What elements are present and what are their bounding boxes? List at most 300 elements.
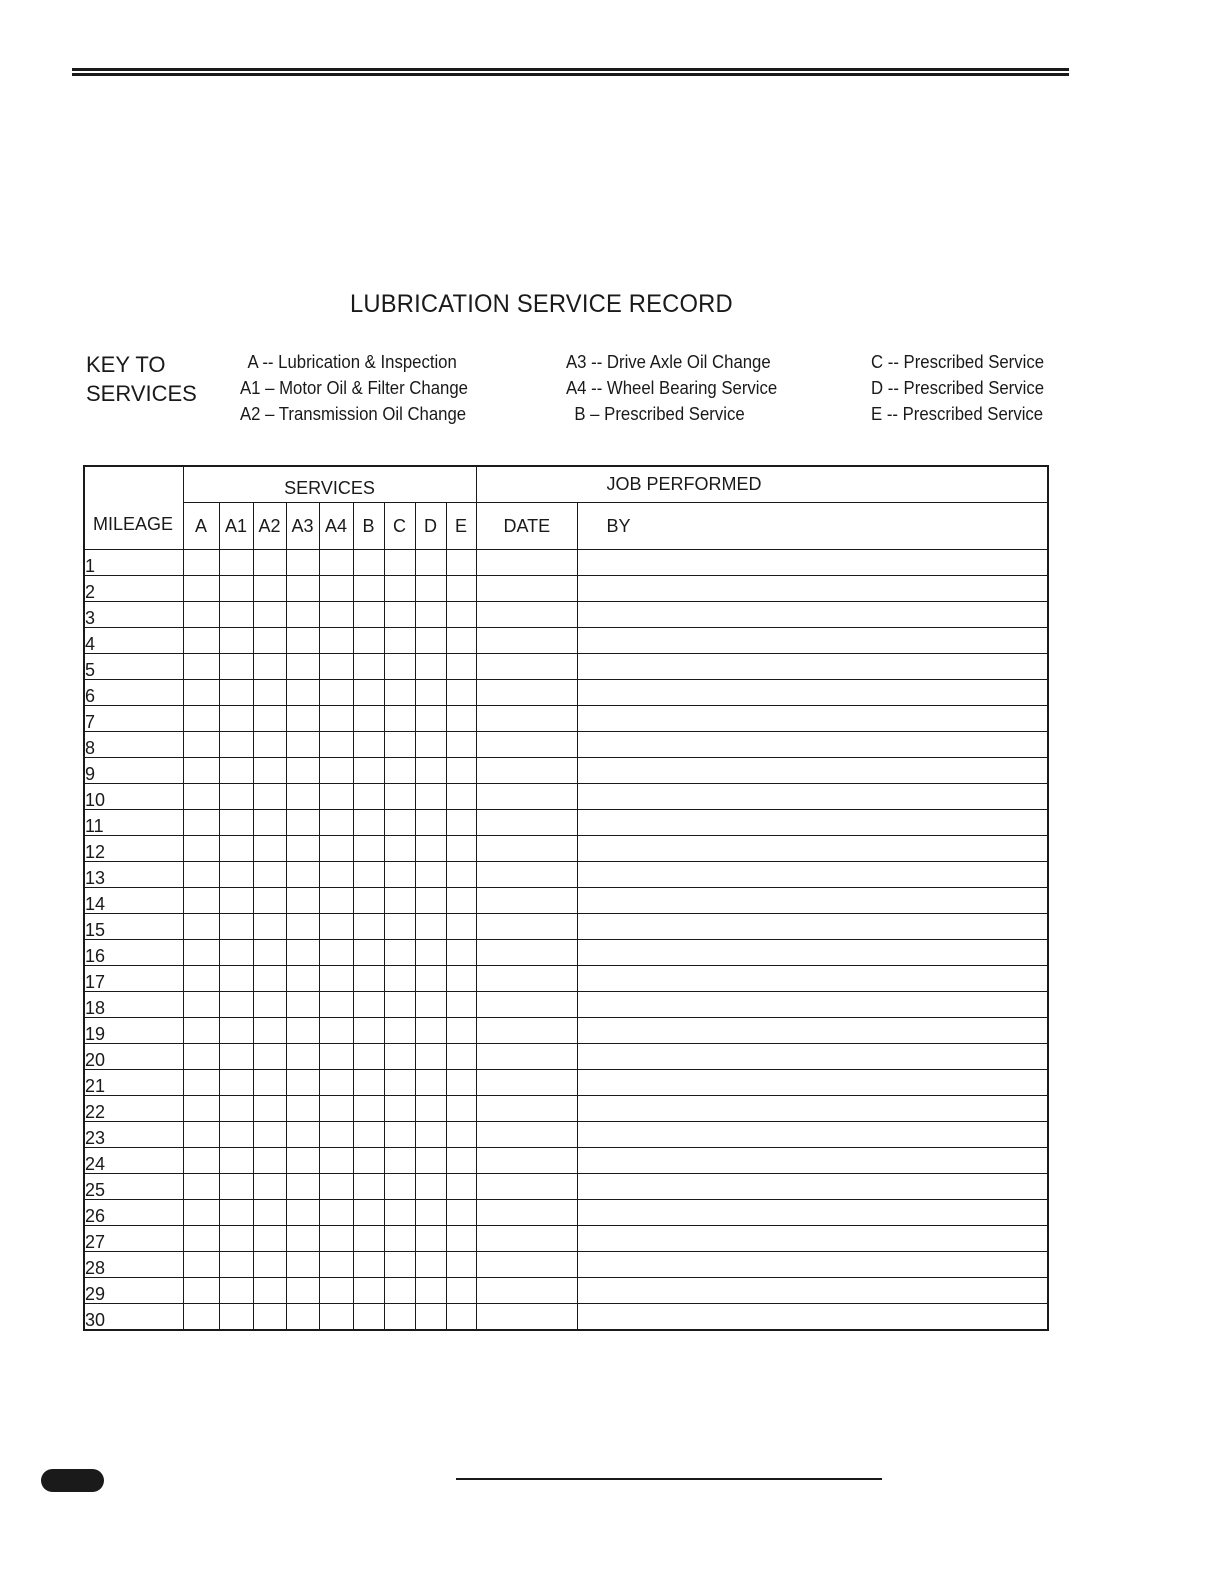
- service-check-cell[interactable]: [219, 732, 253, 758]
- service-check-cell[interactable]: [319, 680, 353, 706]
- service-check-cell[interactable]: [446, 914, 476, 940]
- date-cell[interactable]: [476, 810, 577, 836]
- service-check-cell[interactable]: [286, 706, 319, 732]
- service-check-cell[interactable]: [415, 1252, 446, 1278]
- service-check-cell[interactable]: [319, 758, 353, 784]
- service-check-cell[interactable]: [384, 940, 415, 966]
- service-check-cell[interactable]: [384, 576, 415, 602]
- service-check-cell[interactable]: [183, 1252, 219, 1278]
- service-check-cell[interactable]: [253, 706, 286, 732]
- service-check-cell[interactable]: [219, 1226, 253, 1252]
- by-cell[interactable]: [577, 1226, 1048, 1252]
- service-check-cell[interactable]: [353, 550, 384, 576]
- date-cell[interactable]: [476, 628, 577, 654]
- service-check-cell[interactable]: [384, 1174, 415, 1200]
- mileage-cell[interactable]: [84, 836, 183, 862]
- service-check-cell[interactable]: [319, 576, 353, 602]
- service-check-cell[interactable]: [446, 1278, 476, 1304]
- service-check-cell[interactable]: [253, 1070, 286, 1096]
- service-check-cell[interactable]: [253, 1226, 286, 1252]
- service-check-cell[interactable]: [183, 602, 219, 628]
- date-cell[interactable]: [476, 1148, 577, 1174]
- service-check-cell[interactable]: [446, 706, 476, 732]
- service-check-cell[interactable]: [183, 654, 219, 680]
- service-check-cell[interactable]: [286, 1096, 319, 1122]
- service-check-cell[interactable]: [219, 628, 253, 654]
- service-check-cell[interactable]: [219, 1252, 253, 1278]
- mileage-cell[interactable]: [84, 1252, 183, 1278]
- service-check-cell[interactable]: [353, 966, 384, 992]
- service-check-cell[interactable]: [219, 1070, 253, 1096]
- service-check-cell[interactable]: [253, 550, 286, 576]
- by-cell[interactable]: [577, 680, 1048, 706]
- service-check-cell[interactable]: [353, 732, 384, 758]
- date-cell[interactable]: [476, 602, 577, 628]
- date-cell[interactable]: [476, 1278, 577, 1304]
- service-check-cell[interactable]: [286, 758, 319, 784]
- by-cell[interactable]: [577, 1304, 1048, 1331]
- service-check-cell[interactable]: [253, 1278, 286, 1304]
- service-check-cell[interactable]: [384, 654, 415, 680]
- service-check-cell[interactable]: [286, 654, 319, 680]
- by-cell[interactable]: [577, 784, 1048, 810]
- service-check-cell[interactable]: [286, 784, 319, 810]
- service-check-cell[interactable]: [253, 966, 286, 992]
- service-check-cell[interactable]: [219, 1174, 253, 1200]
- service-check-cell[interactable]: [219, 784, 253, 810]
- service-check-cell[interactable]: [319, 1122, 353, 1148]
- service-check-cell[interactable]: [446, 1148, 476, 1174]
- mileage-cell[interactable]: [84, 1278, 183, 1304]
- service-check-cell[interactable]: [286, 680, 319, 706]
- service-check-cell[interactable]: [353, 706, 384, 732]
- service-check-cell[interactable]: [253, 732, 286, 758]
- service-check-cell[interactable]: [353, 654, 384, 680]
- service-check-cell[interactable]: [286, 1200, 319, 1226]
- mileage-cell[interactable]: [84, 784, 183, 810]
- service-check-cell[interactable]: [183, 784, 219, 810]
- service-check-cell[interactable]: [253, 1200, 286, 1226]
- service-check-cell[interactable]: [183, 888, 219, 914]
- service-check-cell[interactable]: [253, 628, 286, 654]
- service-check-cell[interactable]: [319, 1018, 353, 1044]
- service-check-cell[interactable]: [415, 1278, 446, 1304]
- service-check-cell[interactable]: [319, 1044, 353, 1070]
- service-check-cell[interactable]: [286, 888, 319, 914]
- service-check-cell[interactable]: [415, 758, 446, 784]
- mileage-cell[interactable]: [84, 1148, 183, 1174]
- service-check-cell[interactable]: [353, 1122, 384, 1148]
- service-check-cell[interactable]: [319, 888, 353, 914]
- mileage-cell[interactable]: [84, 940, 183, 966]
- by-cell[interactable]: [577, 1070, 1048, 1096]
- service-check-cell[interactable]: [384, 550, 415, 576]
- date-cell[interactable]: [476, 992, 577, 1018]
- service-check-cell[interactable]: [415, 1226, 446, 1252]
- service-check-cell[interactable]: [253, 862, 286, 888]
- service-check-cell[interactable]: [219, 550, 253, 576]
- service-check-cell[interactable]: [415, 1200, 446, 1226]
- service-check-cell[interactable]: [286, 1174, 319, 1200]
- service-check-cell[interactable]: [319, 1148, 353, 1174]
- service-check-cell[interactable]: [183, 1070, 219, 1096]
- service-check-cell[interactable]: [319, 1278, 353, 1304]
- date-cell[interactable]: [476, 732, 577, 758]
- service-check-cell[interactable]: [286, 1122, 319, 1148]
- service-check-cell[interactable]: [446, 550, 476, 576]
- service-check-cell[interactable]: [319, 966, 353, 992]
- service-check-cell[interactable]: [446, 1200, 476, 1226]
- service-check-cell[interactable]: [253, 576, 286, 602]
- date-cell[interactable]: [476, 550, 577, 576]
- service-check-cell[interactable]: [384, 914, 415, 940]
- service-check-cell[interactable]: [253, 914, 286, 940]
- service-check-cell[interactable]: [183, 576, 219, 602]
- service-check-cell[interactable]: [446, 888, 476, 914]
- by-cell[interactable]: [577, 1278, 1048, 1304]
- service-check-cell[interactable]: [415, 1096, 446, 1122]
- service-check-cell[interactable]: [219, 992, 253, 1018]
- date-cell[interactable]: [476, 836, 577, 862]
- date-cell[interactable]: [476, 1304, 577, 1331]
- mileage-cell[interactable]: [84, 706, 183, 732]
- by-cell[interactable]: [577, 940, 1048, 966]
- service-check-cell[interactable]: [319, 1226, 353, 1252]
- service-check-cell[interactable]: [219, 680, 253, 706]
- mileage-cell[interactable]: [84, 1122, 183, 1148]
- service-check-cell[interactable]: [219, 576, 253, 602]
- mileage-cell[interactable]: [84, 862, 183, 888]
- service-check-cell[interactable]: [319, 784, 353, 810]
- date-cell[interactable]: [476, 888, 577, 914]
- service-check-cell[interactable]: [415, 1174, 446, 1200]
- date-cell[interactable]: [476, 1226, 577, 1252]
- service-check-cell[interactable]: [253, 940, 286, 966]
- service-check-cell[interactable]: [253, 810, 286, 836]
- service-check-cell[interactable]: [219, 914, 253, 940]
- service-check-cell[interactable]: [353, 1148, 384, 1174]
- service-check-cell[interactable]: [319, 1174, 353, 1200]
- service-check-cell[interactable]: [446, 1226, 476, 1252]
- service-check-cell[interactable]: [253, 654, 286, 680]
- service-check-cell[interactable]: [353, 1070, 384, 1096]
- service-check-cell[interactable]: [353, 1018, 384, 1044]
- service-check-cell[interactable]: [286, 1148, 319, 1174]
- service-check-cell[interactable]: [183, 966, 219, 992]
- service-check-cell[interactable]: [446, 940, 476, 966]
- mileage-cell[interactable]: [84, 602, 183, 628]
- service-check-cell[interactable]: [353, 1278, 384, 1304]
- service-check-cell[interactable]: [353, 810, 384, 836]
- date-cell[interactable]: [476, 966, 577, 992]
- mileage-cell[interactable]: [84, 1226, 183, 1252]
- service-check-cell[interactable]: [353, 1252, 384, 1278]
- by-cell[interactable]: [577, 992, 1048, 1018]
- mileage-cell[interactable]: [84, 550, 183, 576]
- date-cell[interactable]: [476, 862, 577, 888]
- service-check-cell[interactable]: [353, 1174, 384, 1200]
- service-check-cell[interactable]: [384, 758, 415, 784]
- by-cell[interactable]: [577, 550, 1048, 576]
- date-cell[interactable]: [476, 1252, 577, 1278]
- service-check-cell[interactable]: [353, 862, 384, 888]
- service-check-cell[interactable]: [183, 836, 219, 862]
- service-check-cell[interactable]: [415, 680, 446, 706]
- service-check-cell[interactable]: [219, 810, 253, 836]
- mileage-cell[interactable]: [84, 576, 183, 602]
- service-check-cell[interactable]: [415, 966, 446, 992]
- service-check-cell[interactable]: [219, 706, 253, 732]
- service-check-cell[interactable]: [415, 550, 446, 576]
- service-check-cell[interactable]: [219, 888, 253, 914]
- service-check-cell[interactable]: [446, 758, 476, 784]
- service-check-cell[interactable]: [319, 862, 353, 888]
- service-check-cell[interactable]: [353, 784, 384, 810]
- service-check-cell[interactable]: [415, 836, 446, 862]
- service-check-cell[interactable]: [415, 888, 446, 914]
- service-check-cell[interactable]: [253, 1304, 286, 1331]
- service-check-cell[interactable]: [446, 966, 476, 992]
- date-cell[interactable]: [476, 1044, 577, 1070]
- service-check-cell[interactable]: [446, 1304, 476, 1331]
- service-check-cell[interactable]: [286, 836, 319, 862]
- by-cell[interactable]: [577, 1122, 1048, 1148]
- service-check-cell[interactable]: [415, 654, 446, 680]
- service-check-cell[interactable]: [286, 810, 319, 836]
- service-check-cell[interactable]: [319, 1200, 353, 1226]
- service-check-cell[interactable]: [353, 992, 384, 1018]
- service-check-cell[interactable]: [446, 1252, 476, 1278]
- service-check-cell[interactable]: [384, 602, 415, 628]
- date-cell[interactable]: [476, 680, 577, 706]
- service-check-cell[interactable]: [286, 1018, 319, 1044]
- mileage-cell[interactable]: [84, 888, 183, 914]
- service-check-cell[interactable]: [415, 914, 446, 940]
- by-cell[interactable]: [577, 836, 1048, 862]
- service-check-cell[interactable]: [446, 732, 476, 758]
- service-check-cell[interactable]: [183, 732, 219, 758]
- service-check-cell[interactable]: [183, 706, 219, 732]
- service-check-cell[interactable]: [253, 784, 286, 810]
- service-check-cell[interactable]: [319, 1096, 353, 1122]
- service-check-cell[interactable]: [446, 992, 476, 1018]
- service-check-cell[interactable]: [286, 966, 319, 992]
- service-check-cell[interactable]: [286, 1044, 319, 1070]
- service-check-cell[interactable]: [183, 992, 219, 1018]
- service-check-cell[interactable]: [183, 810, 219, 836]
- service-check-cell[interactable]: [219, 1044, 253, 1070]
- service-check-cell[interactable]: [446, 810, 476, 836]
- service-check-cell[interactable]: [286, 914, 319, 940]
- date-cell[interactable]: [476, 1070, 577, 1096]
- service-check-cell[interactable]: [286, 550, 319, 576]
- service-check-cell[interactable]: [415, 1044, 446, 1070]
- service-check-cell[interactable]: [183, 1096, 219, 1122]
- service-check-cell[interactable]: [415, 784, 446, 810]
- service-check-cell[interactable]: [384, 1200, 415, 1226]
- service-check-cell[interactable]: [446, 602, 476, 628]
- service-check-cell[interactable]: [219, 836, 253, 862]
- service-check-cell[interactable]: [446, 1044, 476, 1070]
- service-check-cell[interactable]: [384, 1018, 415, 1044]
- service-check-cell[interactable]: [446, 836, 476, 862]
- service-check-cell[interactable]: [219, 966, 253, 992]
- service-check-cell[interactable]: [183, 1200, 219, 1226]
- mileage-cell[interactable]: [84, 680, 183, 706]
- date-cell[interactable]: [476, 940, 577, 966]
- service-check-cell[interactable]: [253, 1148, 286, 1174]
- service-check-cell[interactable]: [183, 628, 219, 654]
- service-check-cell[interactable]: [219, 1304, 253, 1331]
- service-check-cell[interactable]: [183, 680, 219, 706]
- by-cell[interactable]: [577, 1148, 1048, 1174]
- service-check-cell[interactable]: [384, 1096, 415, 1122]
- service-check-cell[interactable]: [183, 1122, 219, 1148]
- service-check-cell[interactable]: [183, 1304, 219, 1331]
- service-check-cell[interactable]: [253, 680, 286, 706]
- service-check-cell[interactable]: [319, 1304, 353, 1331]
- service-check-cell[interactable]: [384, 1226, 415, 1252]
- service-check-cell[interactable]: [219, 1122, 253, 1148]
- service-check-cell[interactable]: [384, 784, 415, 810]
- by-cell[interactable]: [577, 1252, 1048, 1278]
- mileage-cell[interactable]: [84, 966, 183, 992]
- service-check-cell[interactable]: [446, 680, 476, 706]
- service-check-cell[interactable]: [384, 1278, 415, 1304]
- service-check-cell[interactable]: [384, 1122, 415, 1148]
- date-cell[interactable]: [476, 784, 577, 810]
- service-check-cell[interactable]: [446, 628, 476, 654]
- date-cell[interactable]: [476, 758, 577, 784]
- service-check-cell[interactable]: [253, 888, 286, 914]
- service-check-cell[interactable]: [219, 1148, 253, 1174]
- service-check-cell[interactable]: [446, 1018, 476, 1044]
- by-cell[interactable]: [577, 1174, 1048, 1200]
- service-check-cell[interactable]: [415, 706, 446, 732]
- service-check-cell[interactable]: [319, 602, 353, 628]
- service-check-cell[interactable]: [219, 654, 253, 680]
- mileage-cell[interactable]: [84, 654, 183, 680]
- service-check-cell[interactable]: [384, 1252, 415, 1278]
- service-check-cell[interactable]: [253, 1252, 286, 1278]
- service-check-cell[interactable]: [253, 758, 286, 784]
- service-check-cell[interactable]: [319, 732, 353, 758]
- mileage-cell[interactable]: [84, 1174, 183, 1200]
- service-check-cell[interactable]: [319, 836, 353, 862]
- service-check-cell[interactable]: [353, 1226, 384, 1252]
- service-check-cell[interactable]: [415, 810, 446, 836]
- by-cell[interactable]: [577, 914, 1048, 940]
- service-check-cell[interactable]: [319, 550, 353, 576]
- by-cell[interactable]: [577, 654, 1048, 680]
- by-cell[interactable]: [577, 628, 1048, 654]
- service-check-cell[interactable]: [353, 1096, 384, 1122]
- service-check-cell[interactable]: [384, 836, 415, 862]
- service-check-cell[interactable]: [319, 628, 353, 654]
- date-cell[interactable]: [476, 1200, 577, 1226]
- service-check-cell[interactable]: [319, 810, 353, 836]
- service-check-cell[interactable]: [286, 602, 319, 628]
- service-check-cell[interactable]: [319, 914, 353, 940]
- service-check-cell[interactable]: [253, 1096, 286, 1122]
- service-check-cell[interactable]: [353, 1044, 384, 1070]
- service-check-cell[interactable]: [353, 602, 384, 628]
- service-check-cell[interactable]: [415, 1122, 446, 1148]
- mileage-cell[interactable]: [84, 1018, 183, 1044]
- date-cell[interactable]: [476, 1174, 577, 1200]
- service-check-cell[interactable]: [183, 550, 219, 576]
- service-check-cell[interactable]: [183, 758, 219, 784]
- by-cell[interactable]: [577, 862, 1048, 888]
- service-check-cell[interactable]: [286, 1226, 319, 1252]
- service-check-cell[interactable]: [384, 1070, 415, 1096]
- mileage-cell[interactable]: [84, 732, 183, 758]
- mileage-cell[interactable]: [84, 992, 183, 1018]
- service-check-cell[interactable]: [446, 576, 476, 602]
- mileage-cell[interactable]: [84, 1096, 183, 1122]
- service-check-cell[interactable]: [384, 966, 415, 992]
- service-check-cell[interactable]: [183, 940, 219, 966]
- service-check-cell[interactable]: [319, 940, 353, 966]
- service-check-cell[interactable]: [446, 1122, 476, 1148]
- by-cell[interactable]: [577, 758, 1048, 784]
- service-check-cell[interactable]: [415, 732, 446, 758]
- service-check-cell[interactable]: [415, 940, 446, 966]
- service-check-cell[interactable]: [415, 1304, 446, 1331]
- service-check-cell[interactable]: [415, 576, 446, 602]
- service-check-cell[interactable]: [286, 992, 319, 1018]
- service-check-cell[interactable]: [415, 602, 446, 628]
- date-cell[interactable]: [476, 654, 577, 680]
- service-check-cell[interactable]: [253, 1122, 286, 1148]
- by-cell[interactable]: [577, 1200, 1048, 1226]
- date-cell[interactable]: [476, 914, 577, 940]
- service-check-cell[interactable]: [353, 576, 384, 602]
- by-cell[interactable]: [577, 1018, 1048, 1044]
- by-cell[interactable]: [577, 810, 1048, 836]
- service-check-cell[interactable]: [353, 680, 384, 706]
- service-check-cell[interactable]: [183, 914, 219, 940]
- service-check-cell[interactable]: [286, 628, 319, 654]
- service-check-cell[interactable]: [384, 628, 415, 654]
- service-check-cell[interactable]: [219, 1278, 253, 1304]
- service-check-cell[interactable]: [353, 628, 384, 654]
- mileage-cell[interactable]: [84, 810, 183, 836]
- service-check-cell[interactable]: [319, 654, 353, 680]
- service-check-cell[interactable]: [353, 1304, 384, 1331]
- service-check-cell[interactable]: [415, 992, 446, 1018]
- service-check-cell[interactable]: [286, 1252, 319, 1278]
- by-cell[interactable]: [577, 966, 1048, 992]
- service-check-cell[interactable]: [253, 1018, 286, 1044]
- date-cell[interactable]: [476, 1018, 577, 1044]
- service-check-cell[interactable]: [253, 1044, 286, 1070]
- service-check-cell[interactable]: [219, 1200, 253, 1226]
- by-cell[interactable]: [577, 1044, 1048, 1070]
- service-check-cell[interactable]: [219, 758, 253, 784]
- service-check-cell[interactable]: [253, 836, 286, 862]
- by-cell[interactable]: [577, 706, 1048, 732]
- mileage-cell[interactable]: [84, 1200, 183, 1226]
- service-check-cell[interactable]: [319, 992, 353, 1018]
- service-check-cell[interactable]: [353, 940, 384, 966]
- service-check-cell[interactable]: [415, 1070, 446, 1096]
- mileage-cell[interactable]: [84, 1044, 183, 1070]
- service-check-cell[interactable]: [219, 862, 253, 888]
- service-check-cell[interactable]: [384, 706, 415, 732]
- service-check-cell[interactable]: [183, 1044, 219, 1070]
- service-check-cell[interactable]: [446, 1096, 476, 1122]
